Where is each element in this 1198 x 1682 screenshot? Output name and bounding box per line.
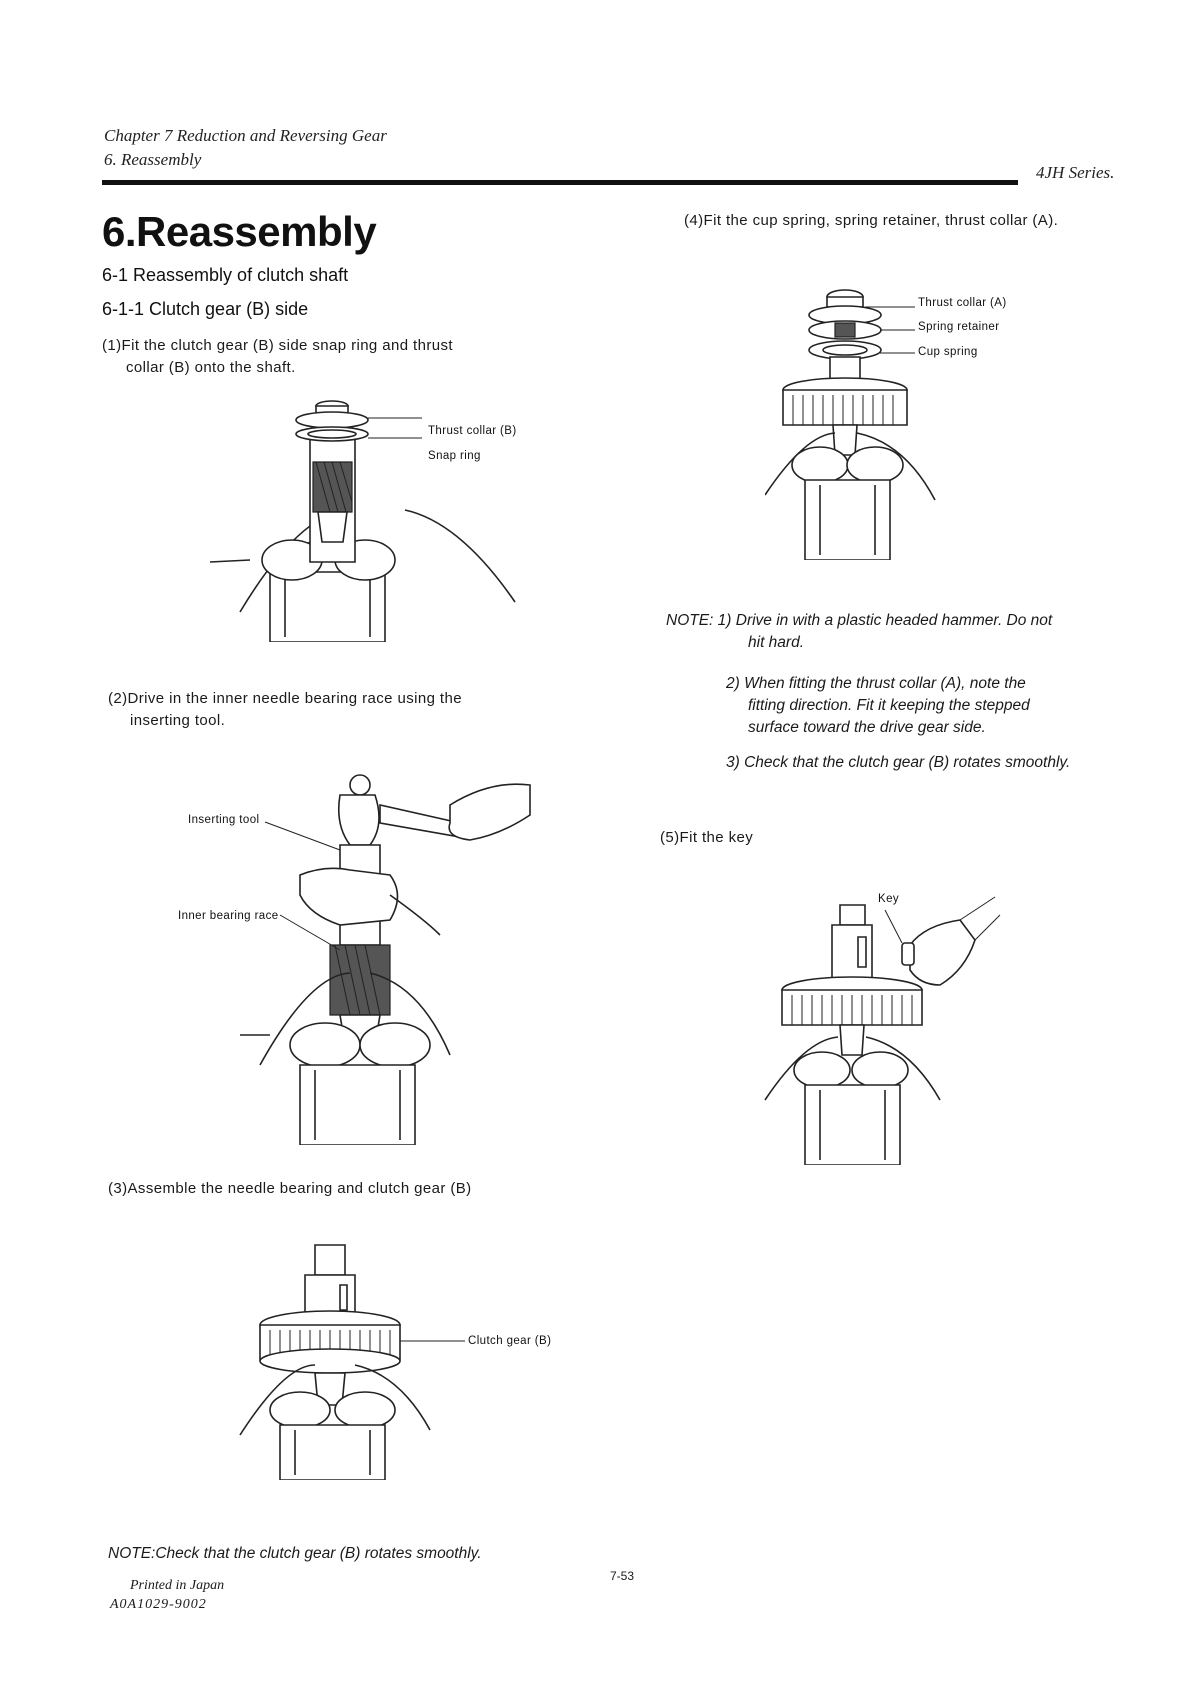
- series-label: 4JH Series.: [1036, 163, 1115, 182]
- step4-text: (4)Fit the cup spring, spring retainer, thrust collar (A).: [684, 212, 1059, 229]
- step2-text-line2: inserting tool.: [130, 712, 226, 729]
- label-key: Key: [878, 893, 900, 905]
- section-title: 6. Reassembly: [104, 150, 202, 169]
- step1-text-line2: collar (B) onto the shaft.: [126, 359, 296, 376]
- note1-line2: hit hard.: [748, 634, 805, 651]
- note1-line1: NOTE: 1) Drive in with a plastic headed hammer. Do not: [666, 612, 1053, 629]
- figure-inserting-tool: [240, 745, 550, 1145]
- subheading-6-1-1: 6-1-1 Clutch gear (B) side: [102, 299, 309, 319]
- subheading-6-1: 6-1 Reassembly of clutch shaft: [102, 265, 349, 285]
- step1-text-line1: (1)Fit the clutch gear (B) side snap ring and thrust: [102, 337, 453, 354]
- label-thrust-collar-b: Thrust collar (B): [428, 425, 517, 437]
- note3: 3) Check that the clutch gear (B) rotates smoothly.: [726, 754, 1071, 771]
- note2-line3: surface toward the drive gear side.: [748, 719, 986, 736]
- chapter-title: Chapter 7 Reduction and Reversing Gear: [104, 126, 387, 145]
- page-title: 6.Reassembly: [102, 208, 377, 255]
- page-number: 7-53: [610, 1569, 635, 1583]
- printed-in-japan: Printed in Japan: [130, 1578, 225, 1593]
- label-spring-retainer: Spring retainer: [918, 321, 1000, 333]
- step2-text-line1: (2)Drive in the inner needle bearing race using the: [108, 690, 462, 707]
- note2-line1: 2) When fitting the thrust collar (A), note the: [726, 675, 1026, 692]
- label-inner-bearing-race: Inner bearing race: [178, 910, 279, 922]
- step5-text: (5)Fit the key: [660, 829, 754, 846]
- label-cup-spring: Cup spring: [918, 346, 978, 358]
- label-snap-ring: Snap ring: [428, 450, 481, 462]
- figure-clutch-gear-b: [225, 1235, 545, 1480]
- label-inserting-tool: Inserting tool: [188, 814, 260, 826]
- note-left: NOTE:Check that the clutch gear (B) rotates smoothly.: [108, 1545, 482, 1562]
- document-code: A0A1029-9002: [110, 1597, 207, 1612]
- header-rule: [102, 180, 1018, 185]
- label-thrust-collar-a: Thrust collar (A): [918, 297, 1007, 309]
- label-clutch-gear-b: Clutch gear (B): [468, 1335, 552, 1347]
- step3-text: (3)Assemble the needle bearing and clutch gear (B): [108, 1180, 472, 1197]
- figure-fit-key: [760, 885, 1030, 1165]
- note2-line2: fitting direction. Fit it keeping the stepped: [748, 697, 1030, 714]
